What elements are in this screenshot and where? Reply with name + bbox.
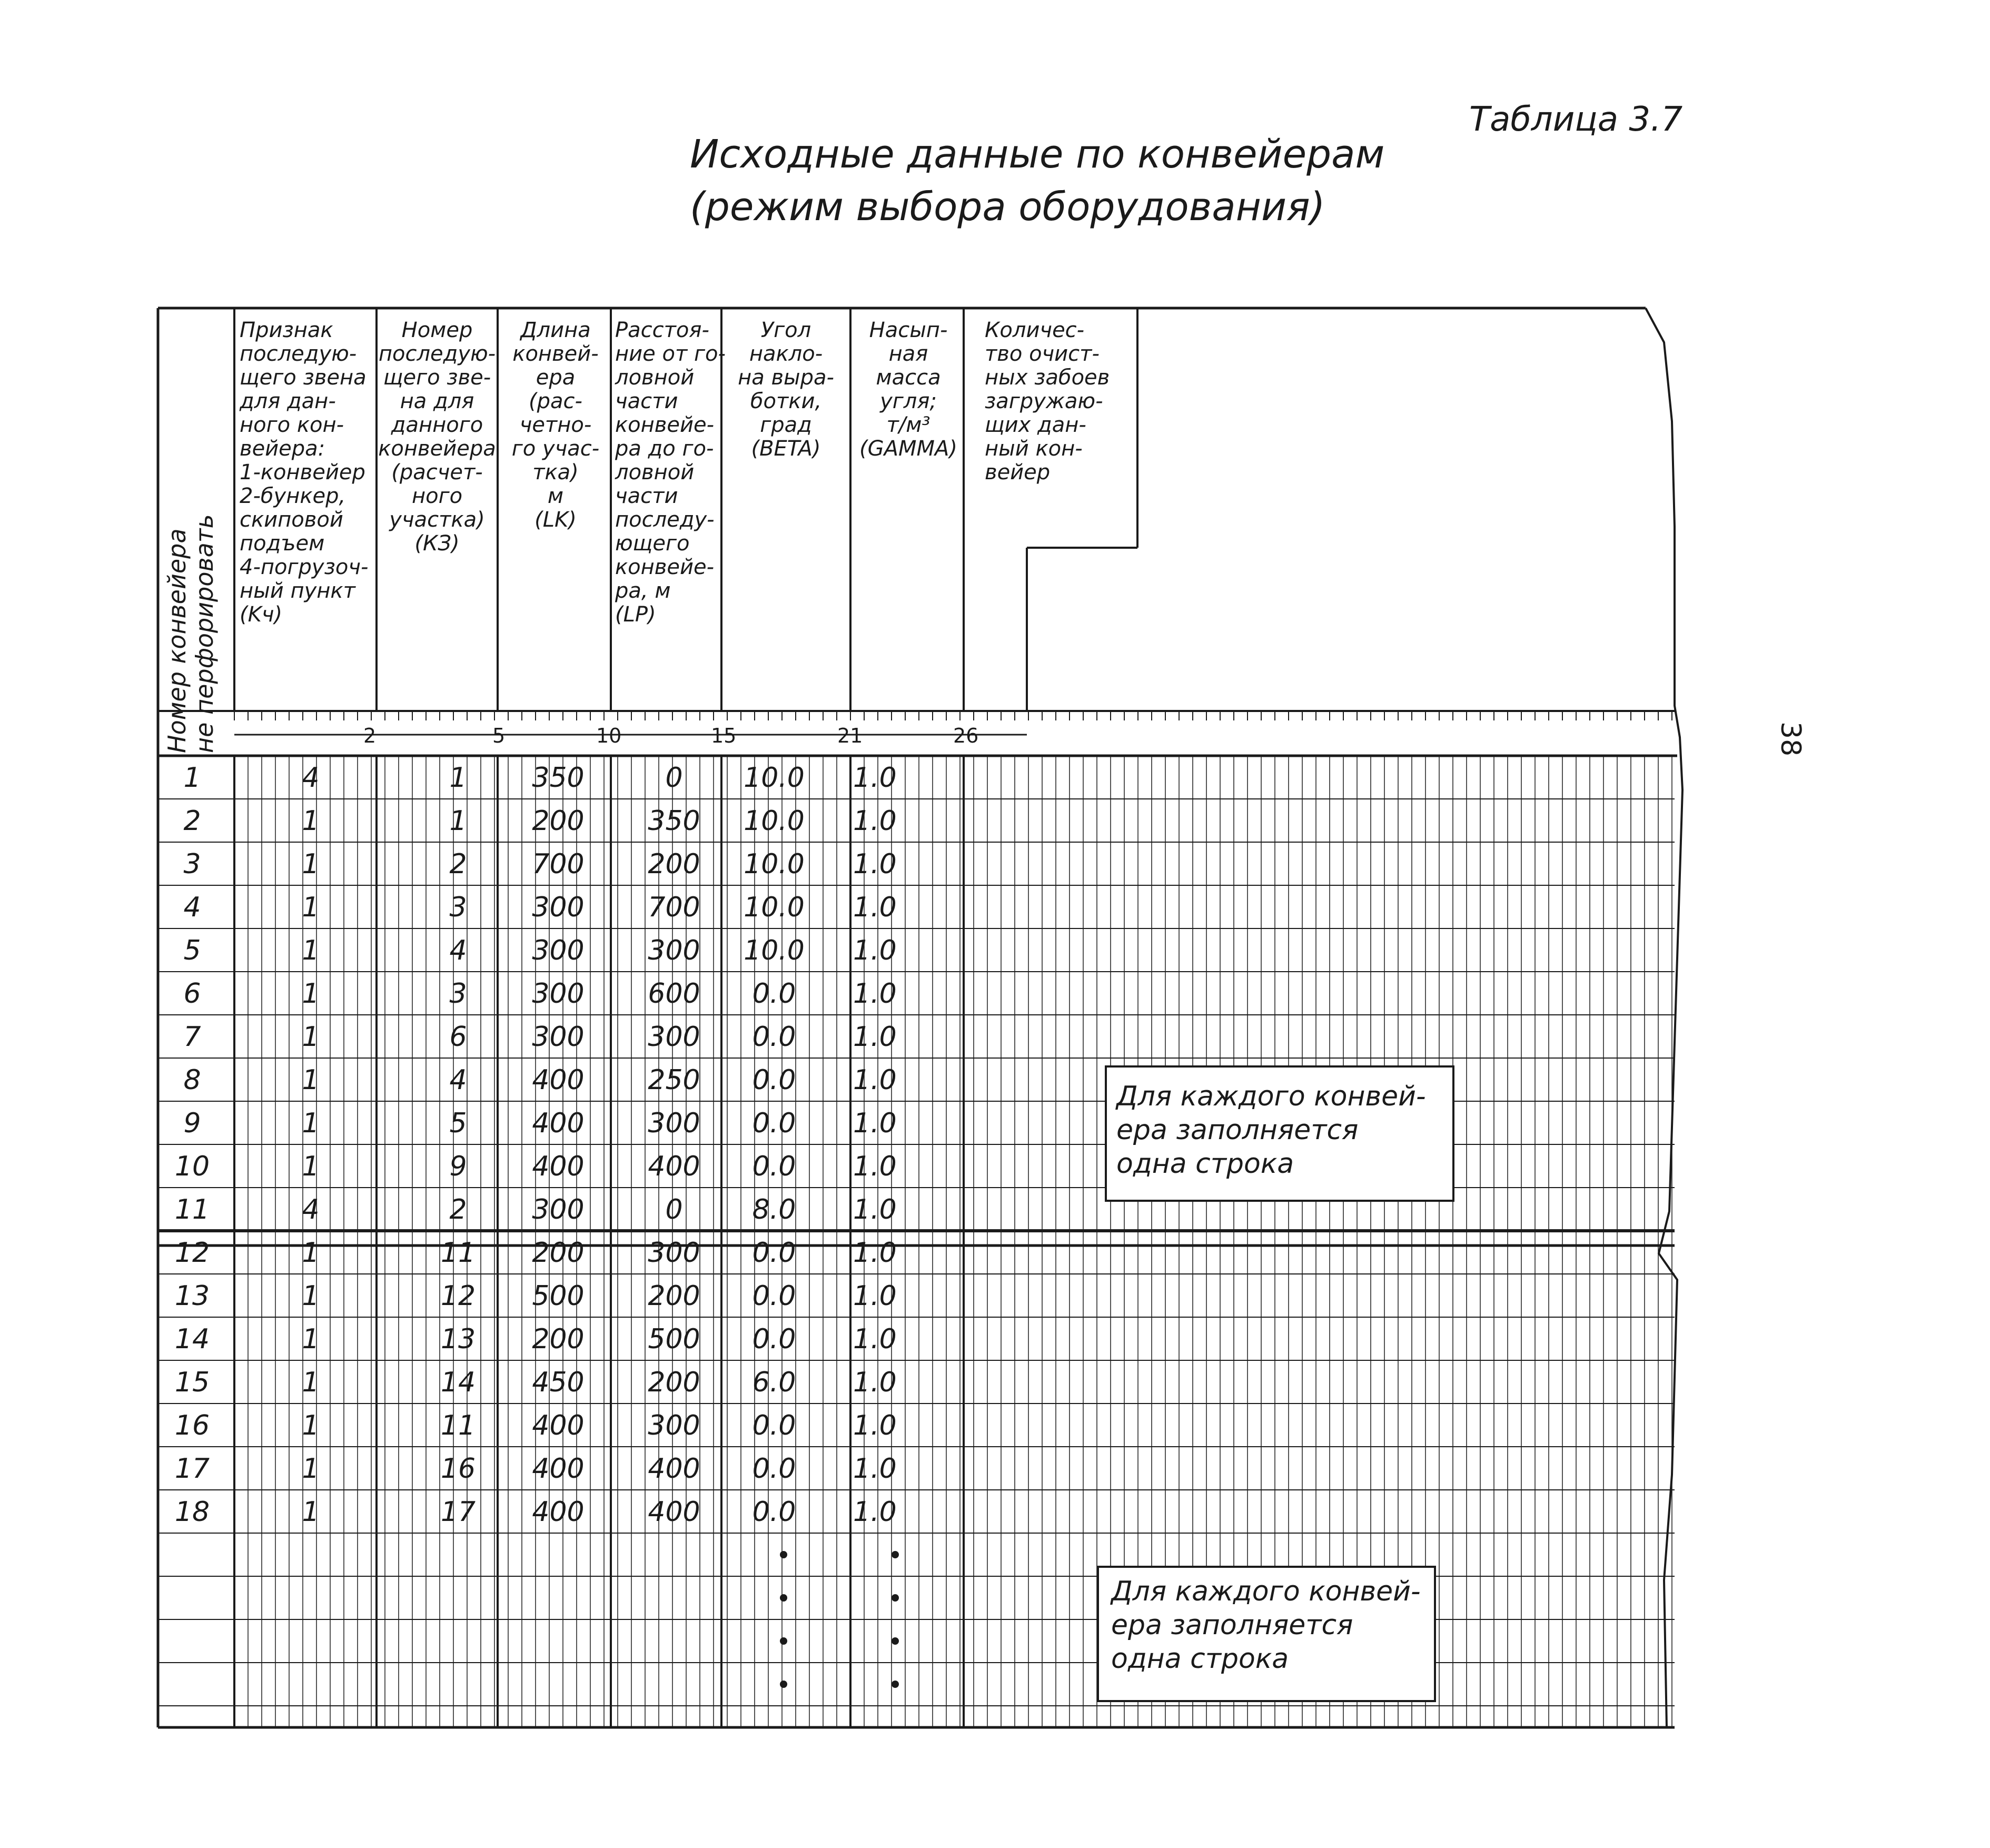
cell-kz: 3 <box>449 892 467 923</box>
cell-gamma: 1.0 <box>853 1194 897 1226</box>
cell-kch: 1 <box>302 1108 320 1139</box>
cell-beta: 0.0 <box>752 978 796 1010</box>
row-number: 3 <box>183 848 201 880</box>
row-number: 14 <box>174 1323 210 1355</box>
cell-kz: 13 <box>440 1323 476 1355</box>
page-title: Исходные данные по конвейерам <box>690 132 1385 177</box>
row-number: 5 <box>183 935 201 966</box>
cell-lp: 300 <box>648 1021 700 1053</box>
cell-lp: 300 <box>648 1108 700 1139</box>
cell-kch: 1 <box>302 1280 320 1312</box>
row-number: 6 <box>183 978 201 1010</box>
cell-lk: 300 <box>532 935 585 966</box>
ruler-mark: 21 <box>837 724 863 747</box>
cell-lk: 400 <box>532 1453 585 1485</box>
cell-beta: 10.0 <box>744 805 805 837</box>
cell-gamma: 1.0 <box>853 1064 897 1096</box>
cell-lp: 700 <box>648 892 700 923</box>
cell-kz: 2 <box>449 1194 467 1226</box>
cell-lk: 400 <box>532 1410 585 1441</box>
row-number: 4 <box>183 892 201 923</box>
row-number: 16 <box>174 1410 210 1441</box>
cell-lp: 0 <box>665 762 683 794</box>
page-subtitle: (режим выбора оборудования) <box>690 184 1325 230</box>
cell-beta: 0.0 <box>752 1064 796 1096</box>
cell-gamma: 1.0 <box>853 1151 897 1182</box>
fill-note: Для каждого конвей- ера заполняется одна строка <box>1116 1081 1426 1180</box>
cell-gamma: 1.0 <box>853 1367 897 1398</box>
cell-kz: 4 <box>449 935 467 966</box>
cell-kz: 6 <box>449 1021 467 1053</box>
cell-beta: 10.0 <box>744 892 805 923</box>
cell-kch: 1 <box>302 805 320 837</box>
decimal-dot <box>780 1551 787 1558</box>
cell-lk: 700 <box>532 848 585 880</box>
cell-lk: 350 <box>532 762 585 794</box>
cell-lp: 400 <box>648 1496 700 1528</box>
cell-kz: 3 <box>449 978 467 1010</box>
ruler-mark: 15 <box>711 724 737 747</box>
cell-lp: 200 <box>648 1367 700 1398</box>
cell-kch: 1 <box>302 1410 320 1441</box>
cell-lp: 200 <box>648 848 700 880</box>
cell-kz: 11 <box>440 1410 476 1441</box>
cell-gamma: 1.0 <box>853 1410 897 1441</box>
cell-kz: 17 <box>440 1496 476 1528</box>
cell-lp: 200 <box>648 1280 700 1312</box>
header-conveyor-number: Номер конвейера не перфорировать <box>163 514 219 753</box>
decimal-dot <box>780 1681 787 1688</box>
fill-note: Для каждого конвей- ера заполняется одна строка <box>1111 1576 1421 1675</box>
cell-lp: 250 <box>648 1064 700 1096</box>
cell-gamma: 1.0 <box>853 805 897 837</box>
cell-kch: 1 <box>302 1151 320 1182</box>
cell-kch: 1 <box>302 1453 320 1485</box>
decimal-dot <box>892 1637 899 1645</box>
cell-kz: 1 <box>449 762 467 794</box>
cell-kch: 1 <box>302 1496 320 1528</box>
row-number: 7 <box>183 1021 201 1053</box>
cell-kch: 1 <box>302 1367 320 1398</box>
cell-gamma: 1.0 <box>853 935 897 966</box>
header-next-link-type: Признак последую- щего звена для дан- ного кон- вейера: 1-конвейер 2-бункер, скиповой подъем 4-погрузоч- ный пункт (Kч) <box>240 318 369 627</box>
cell-lk: 500 <box>532 1280 585 1312</box>
cell-lk: 400 <box>532 1151 585 1182</box>
page-number: 38 <box>1775 722 1806 757</box>
cell-gamma: 1.0 <box>853 892 897 923</box>
cell-kch: 1 <box>302 892 320 923</box>
cell-kz: 2 <box>449 848 467 880</box>
cell-lk: 200 <box>532 1237 585 1269</box>
row-number: 15 <box>174 1367 210 1398</box>
cell-gamma: 1.0 <box>853 1237 897 1269</box>
cell-kz: 12 <box>440 1280 476 1312</box>
cell-lk: 300 <box>532 892 585 923</box>
cell-gamma: 1.0 <box>853 1323 897 1355</box>
cell-kch: 1 <box>302 1021 320 1053</box>
torn-edge <box>1646 308 1682 1727</box>
cell-lp: 350 <box>648 805 700 837</box>
row-number: 11 <box>174 1194 210 1226</box>
decimal-dot <box>780 1637 787 1645</box>
cell-gamma: 1.0 <box>853 1108 897 1139</box>
ruler-mark: 10 <box>596 724 622 747</box>
row-number: 1 <box>183 762 201 794</box>
ruler-mark: 5 <box>492 724 506 747</box>
cell-lk: 200 <box>532 805 585 837</box>
header-head-distance: Расстоя- ние от го- ловной части конвейе- ра до го- ловной части последу- ющего конвейе- ра, м (LP) <box>615 318 726 627</box>
cell-lk: 400 <box>532 1108 585 1139</box>
cell-gamma: 1.0 <box>853 762 897 794</box>
row-number: 18 <box>174 1496 210 1528</box>
row-number: 17 <box>174 1453 210 1485</box>
cell-beta: 10.0 <box>744 762 805 794</box>
cell-lk: 300 <box>532 1194 585 1226</box>
cell-lp: 400 <box>648 1453 700 1485</box>
cell-gamma: 1.0 <box>853 1453 897 1485</box>
cell-lp: 300 <box>648 1237 700 1269</box>
ruler-mark: 26 <box>953 724 979 747</box>
cell-lk: 450 <box>532 1367 585 1398</box>
cell-gamma: 1.0 <box>853 1021 897 1053</box>
cell-lk: 200 <box>532 1323 585 1355</box>
header-conveyor-length: Длина конвей- ера (рас- четно- го учас- тка) м (LK) <box>511 318 600 532</box>
cell-beta: 0.0 <box>752 1496 796 1528</box>
cell-lp: 600 <box>648 978 700 1010</box>
row-number: 10 <box>174 1151 210 1182</box>
header-bulk-density: Насып- ная масса угля; т/м³ (GAMMA) <box>859 318 957 461</box>
cell-beta: 8.0 <box>752 1194 796 1226</box>
cell-kz: 5 <box>449 1108 467 1139</box>
row-number: 8 <box>183 1064 201 1096</box>
cell-lp: 400 <box>648 1151 700 1182</box>
cell-gamma: 1.0 <box>853 848 897 880</box>
cell-beta: 0.0 <box>752 1323 796 1355</box>
cell-kch: 1 <box>302 1323 320 1355</box>
cell-kch: 1 <box>302 848 320 880</box>
cell-lk: 300 <box>532 978 585 1010</box>
cell-lp: 300 <box>648 1410 700 1441</box>
cell-beta: 0.0 <box>752 1151 796 1182</box>
cell-beta: 6.0 <box>752 1367 796 1398</box>
cell-lp: 0 <box>665 1194 683 1226</box>
cell-kz: 1 <box>449 805 467 837</box>
cell-kz: 9 <box>449 1151 467 1182</box>
row-number: 2 <box>183 805 201 837</box>
decimal-dot <box>780 1594 787 1602</box>
cell-kz: 4 <box>449 1064 467 1096</box>
cell-kz: 14 <box>440 1367 476 1398</box>
decimal-dot <box>892 1594 899 1602</box>
cell-kz: 11 <box>440 1237 476 1269</box>
cell-gamma: 1.0 <box>853 978 897 1010</box>
header-next-link-number: Номер последую- щего зве- на для данного конвейера (расчет- ного участка) (КЗ) <box>378 318 496 556</box>
decimal-dot <box>892 1681 899 1688</box>
cell-lp: 500 <box>648 1323 700 1355</box>
cell-gamma: 1.0 <box>853 1496 897 1528</box>
cell-kch: 1 <box>302 978 320 1010</box>
decimal-dot <box>892 1551 899 1558</box>
cell-kch: 1 <box>302 1064 320 1096</box>
row-number: 12 <box>174 1237 210 1269</box>
cell-beta: 0.0 <box>752 1453 796 1485</box>
cell-lp: 300 <box>648 935 700 966</box>
cell-lk: 400 <box>532 1496 585 1528</box>
table-label: Таблица 3.7 <box>1469 100 1683 139</box>
cell-kch: 4 <box>302 762 320 794</box>
cell-beta: 0.0 <box>752 1108 796 1139</box>
cell-beta: 0.0 <box>752 1410 796 1441</box>
row-number: 9 <box>183 1108 201 1139</box>
row-number: 13 <box>174 1280 210 1312</box>
ruler-mark: 2 <box>363 724 377 747</box>
cell-kch: 4 <box>302 1194 320 1226</box>
header-faces-count: Количес- тво очист- ных забоев загружаю- щих дан- ный кон- вейер <box>985 318 1110 485</box>
cell-lk: 400 <box>532 1064 585 1096</box>
cell-kch: 1 <box>302 935 320 966</box>
cell-beta: 0.0 <box>752 1280 796 1312</box>
cell-lk: 300 <box>532 1021 585 1053</box>
header-incline-angle: Угол накло- на выра- ботки, град (BETA) <box>738 318 834 461</box>
cell-beta: 0.0 <box>752 1237 796 1269</box>
cell-kch: 1 <box>302 1237 320 1269</box>
cell-beta: 10.0 <box>744 848 805 880</box>
cell-beta: 10.0 <box>744 935 805 966</box>
cell-kz: 16 <box>440 1453 476 1485</box>
cell-beta: 0.0 <box>752 1021 796 1053</box>
cell-gamma: 1.0 <box>853 1280 897 1312</box>
